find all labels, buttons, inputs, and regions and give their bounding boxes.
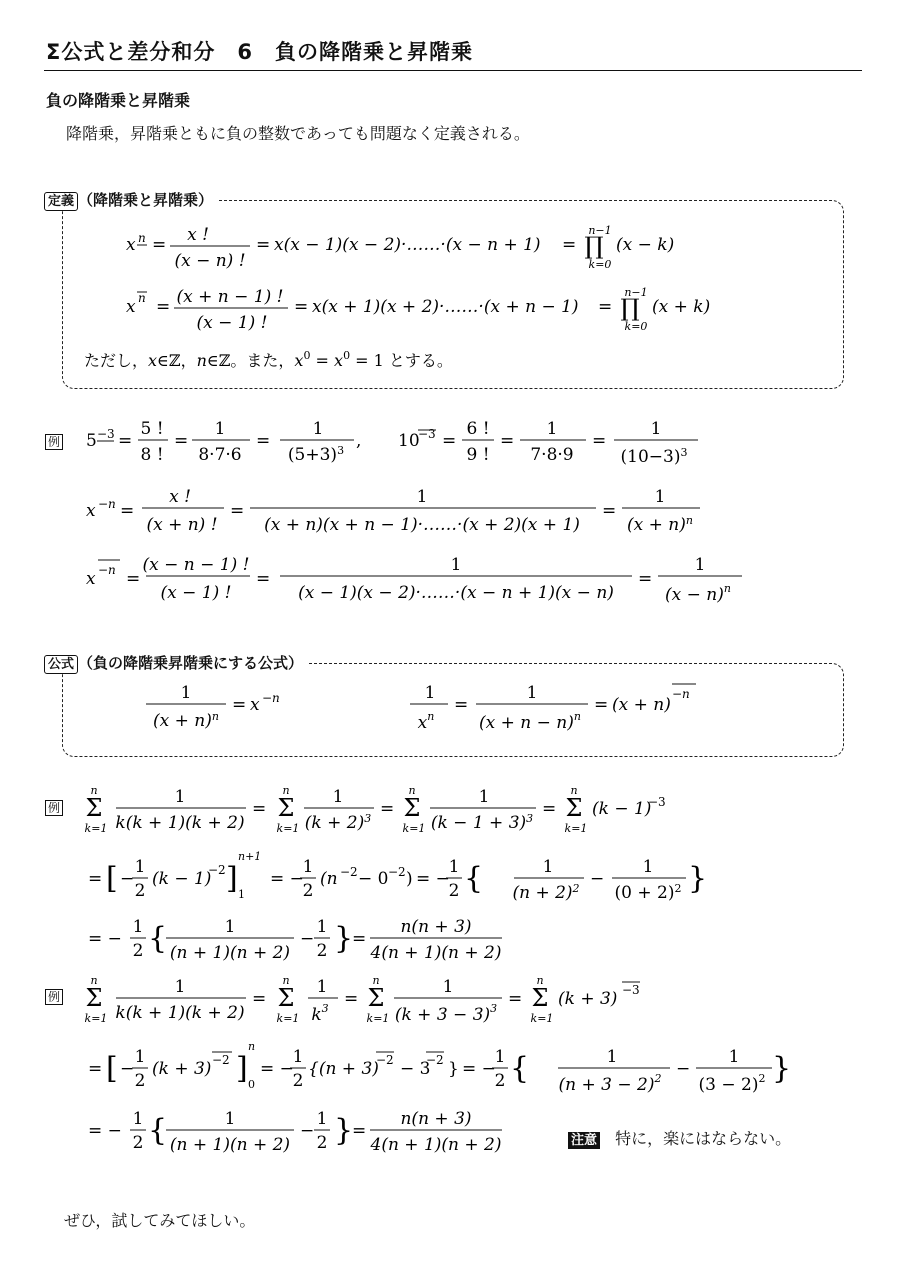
svg-text:4(n + 1)(n + 2): 4(n + 1)(n + 2) [370,1135,502,1155]
svg-text:−2: −2 [340,865,358,879]
svg-text:=: = [256,431,271,451]
svg-text:1: 1 [494,1047,506,1067]
example3-tag: 例 [45,989,63,1005]
svg-text:k=1: k=1 [84,1012,108,1025]
svg-text:[: [ [106,1051,118,1086]
svg-text:xn: $x^n$ [417,710,435,733]
section-heading: 負の降階乗と昇階乗 [46,91,191,110]
svg-text:(x − n − 1) !: (x − n − 1) ! [142,555,250,575]
svg-text:=: = [562,235,577,255]
svg-text:n: n [90,784,98,797]
svg-text:5: 5 [86,431,97,451]
svg-text:(n + 2)2: $(n + 2)^2$ [512,882,580,903]
svg-text:0: 0 [248,1078,255,1091]
svg-text:1: 1 [292,1047,304,1067]
svg-text:k=1: k=1 [366,1012,390,1025]
svg-text:5 !: 5 ! [140,419,164,439]
svg-text:k3: $k^3$ [311,1002,329,1025]
svg-text:(x + n): (x + n) [612,695,671,715]
svg-text:= −: = − [260,1059,294,1079]
svg-text:(x − k): (x − k) [616,235,675,255]
svg-text:=: = [230,501,245,521]
svg-text:1: 1 [224,1109,236,1129]
svg-text:2: 2 [134,881,146,901]
svg-text:=: = [380,799,395,819]
svg-text:1: 1 [132,1109,144,1129]
svg-text:n: n [536,974,544,987]
svg-text:(x − 1) !: (x − 1) ! [196,313,268,333]
svg-text:(x − n)n: $(x - n)^n$ [665,582,731,605]
svg-text:n(n + 3): n(n + 3) [400,917,472,937]
definition-formulas [84,216,810,381]
svg-text:−n: −n [262,691,280,705]
svg-text:2: 2 [448,881,460,901]
svg-text:k=0: k=0 [624,320,648,333]
svg-text:x(x − 1)(x − 2)·……·(x − n + 1): x(x − 1)(x − 2)·……·(x − n + 1) [274,235,541,255]
svg-text:=: = [120,501,135,521]
svg-text:=: = [508,989,523,1009]
intro-text: 降階乗，昇階乗ともに負の整数であっても問題なく定義される。 [66,124,530,143]
svg-text:− 3: − 3 [400,1059,431,1079]
svg-text:10: 10 [398,431,420,451]
svg-text:(k + 3): (k + 3) [558,989,618,1009]
svg-text:k=1: k=1 [402,822,426,835]
svg-text:−2: −2 [426,1053,444,1067]
title-divider [44,70,862,71]
svg-text:(x − 1) !: (x − 1) ! [160,583,232,603]
definition-tag: 定義 [44,192,78,211]
svg-text:=: = [352,1121,367,1141]
svg-text:1: 1 [134,857,146,877]
svg-text:−3: −3 [622,983,640,997]
svg-text:=: = [592,431,607,451]
svg-text:n: n [138,231,146,245]
svg-text:=: = [232,695,247,715]
svg-text:x: x [86,569,96,589]
svg-text:n(n + 3): n(n + 3) [400,1109,472,1129]
svg-text:4(n + 1)(n + 2): 4(n + 1)(n + 2) [370,943,502,963]
svg-text:(10−3)3: $(10-3)^3$ [620,446,688,467]
svg-text:{: { [148,1113,168,1148]
svg-text:1: 1 [642,857,654,877]
svg-text:n: n [372,974,380,987]
svg-text:}: } [334,1113,354,1148]
svg-text:=: = [454,695,469,715]
svg-text:=: = [594,695,609,715]
svg-text:Σ: Σ [277,984,295,1012]
svg-text:=: = [88,869,103,889]
svg-text:1: 1 [312,419,324,439]
svg-text:n: n [248,1040,256,1053]
svg-text:6 !: 6 ! [466,419,490,439]
svg-text:2: 2 [134,1071,146,1091]
svg-text:x: x [250,695,260,715]
svg-text:ただし，x∈ℤ，n∈ℤ。また，x0 = x0 = 1 とする: ただし，x∈ℤ，n∈ℤ。また，$x^0 = x^0 = 1$ とする。 [84,349,453,370]
formula-equations [140,676,740,746]
svg-text:1: 1 [416,487,428,507]
svg-text:1: 1 [442,977,454,997]
svg-text:−3: −3 [97,427,115,441]
svg-text:1: 1 [174,787,186,807]
svg-text:{(n + 3): {(n + 3) [308,1059,379,1079]
svg-text:−n: −n [672,687,690,701]
svg-text:(5+3)3: $(5+3)^3$ [287,444,345,465]
svg-text:2: 2 [316,941,328,961]
svg-text:(x + n − n)n: $(x + n - n)^n$ [479,710,581,733]
svg-text:1: 1 [542,857,554,877]
svg-text:=: = [252,989,267,1009]
svg-text:2: 2 [494,1071,506,1091]
svg-text:−: − [676,1059,691,1079]
svg-text:(k − 1 + 3)3: $(k - 1 + 3)^3$ [430,812,534,833]
svg-text:=: = [638,569,653,589]
svg-text:1: 1 [654,487,666,507]
svg-text:8·7·6: 8·7·6 [198,445,242,465]
svg-text:{: { [510,1051,530,1086]
formula-heading: （負の降階乗昇階乗にする公式） [78,654,304,672]
svg-text:=: = [602,501,617,521]
svg-text:−2: −2 [212,1053,230,1067]
svg-text:1: 1 [546,419,558,439]
svg-text:−: − [120,1059,135,1079]
svg-text:2: 2 [316,1133,328,1153]
svg-text:]: ] [236,1051,248,1086]
svg-text:=: = [174,431,189,451]
svg-text:∏: ∏ [584,232,604,260]
svg-text:(x − n) !: (x − n) ! [174,251,246,271]
svg-text:=: = [256,235,271,255]
svg-text:1: 1 [174,977,186,997]
svg-text:Σ: Σ [403,794,421,822]
svg-text:−: − [120,869,135,889]
svg-text:1: 1 [694,555,706,575]
svg-text:}: } [448,1059,459,1079]
svg-text:1: 1 [302,857,314,877]
svg-text:(3 − 2)2: $(3 - 2)^2$ [698,1072,766,1095]
svg-text:= −: = − [88,1121,122,1141]
svg-text:x !: x ! [187,225,209,245]
svg-text:1: 1 [478,787,490,807]
svg-text:7·8·9: 7·8·9 [530,445,574,465]
svg-text:): ) [406,869,413,889]
svg-text:Σ: Σ [277,794,295,822]
svg-text:(x + n)n: $(x + n)^n$ [627,514,693,535]
svg-text:−: − [300,1121,315,1141]
note-tag: 注意 [568,1132,600,1149]
svg-text:= −: = − [270,869,304,889]
svg-text:x: x [126,297,136,317]
svg-text:k=1: k=1 [84,822,108,835]
svg-text:=: = [152,235,167,255]
svg-text:1: 1 [526,683,538,703]
svg-text:1: 1 [450,555,462,575]
svg-text:1: 1 [180,683,192,703]
svg-text:Σ: Σ [85,794,103,822]
svg-text:n: n [282,974,290,987]
svg-text:=: = [256,569,271,589]
svg-text:,: , [356,431,362,451]
svg-text:k=0: k=0 [588,258,612,271]
svg-text:1: 1 [424,683,436,703]
svg-text:[: [ [106,861,118,896]
svg-text:x !: x ! [169,487,191,507]
svg-text:(k + 3): (k + 3) [152,1059,212,1079]
svg-text:=: = [542,799,557,819]
definition-heading: （降階乗と昇階乗） [78,191,214,209]
svg-text:=: = [344,989,359,1009]
svg-text:Σ: Σ [85,984,103,1012]
svg-text:(x + n)n: $(x + n)^n$ [153,710,219,731]
svg-text:=: = [500,431,515,451]
svg-text:(k − 1): (k − 1) [592,799,652,819]
svg-text:=: = [126,569,141,589]
svg-text:1: 1 [332,787,344,807]
svg-text:k=1: k=1 [276,1012,300,1025]
svg-text:=: = [294,297,309,317]
formula-tag: 公式 [44,655,78,674]
svg-text:x(x + 1)(x + 2)·……·(x + n − 1): x(x + 1)(x + 2)·……·(x + n − 1) [312,297,579,317]
svg-text:(k + 2)3: $(k + 2)^3$ [304,812,372,833]
svg-text:n−1: n−1 [588,224,612,237]
svg-text:Σ: Σ [565,794,583,822]
svg-text:− 0: − 0 [358,869,389,889]
closing-text: ぜひ，試してみてほしい。 [64,1211,256,1230]
svg-text:k=1: k=1 [564,822,588,835]
svg-text:n+1: n+1 [238,850,262,863]
svg-text:1: 1 [214,419,226,439]
svg-text:(x + k): (x + k) [652,297,711,317]
svg-text:9 !: 9 ! [466,445,490,465]
svg-text:=: = [442,431,457,451]
svg-text:(n + 1)(n + 2): (n + 1)(n + 2) [169,943,291,963]
svg-text:=: = [598,297,613,317]
svg-text:−3: −3 [648,795,666,809]
svg-text:]: ] [226,861,238,896]
svg-text:}: } [772,1051,792,1086]
svg-text:−n: −n [98,563,116,577]
svg-text:= −: = − [462,1059,496,1079]
svg-text:=: = [88,1059,103,1079]
svg-text:n: n [282,784,290,797]
svg-text:1: 1 [650,419,662,439]
svg-text:(x + n − 1) !: (x + n − 1) ! [176,287,284,307]
svg-text:(n + 3 − 2)2: $(n + 3 - 2)^2$ [558,1072,662,1095]
svg-text:(n: (n [320,869,338,889]
svg-text:{: { [148,921,168,956]
example1-tag: 例 [45,434,63,450]
svg-text:1: 1 [224,917,236,937]
example2-tag: 例 [45,800,63,816]
svg-text:k=1: k=1 [530,1012,554,1025]
svg-text:2: 2 [302,881,314,901]
svg-text:n: n [90,974,98,987]
page-title: Σ公式と差分和分 6 負の降階乗と昇階乗 [46,40,473,64]
example2-formulas [82,780,722,970]
svg-text:Σ: Σ [531,984,549,1012]
svg-text:∏: ∏ [620,294,640,322]
svg-text:−n: −n [98,497,116,511]
svg-text:1: 1 [606,1047,618,1067]
svg-text:1: 1 [134,1047,146,1067]
svg-text:1: 1 [132,917,144,937]
svg-text:=: = [252,799,267,819]
svg-text:= −: = − [416,869,450,889]
definition-header [44,189,219,211]
svg-text:n: n [138,291,146,305]
svg-text:}: } [334,921,354,956]
example1-formulas [80,412,780,612]
svg-text:1: 1 [238,888,245,901]
svg-text:(x − 1)(x − 2)·……·(x − n + 1)(: (x − 1)(x − 2)·……·(x − n + 1)(x − n) [298,583,614,603]
note-text: 特に，楽にはならない。 [615,1129,792,1148]
svg-text:= −: = − [88,929,122,949]
svg-text:x: x [126,235,136,255]
svg-text:1: 1 [448,857,460,877]
svg-text:(k − 1): (k − 1) [152,869,212,889]
svg-text:}: } [688,861,708,896]
svg-text:=: = [352,929,367,949]
svg-text:−3: −3 [418,427,436,441]
svg-text:(x + n) !: (x + n) ! [146,515,218,535]
svg-text:{: { [464,861,484,896]
svg-text:−2: −2 [208,863,226,877]
svg-text:−: − [590,869,605,889]
example3-note [568,1126,791,1149]
svg-text:n: n [408,784,416,797]
svg-text:1: 1 [316,1109,328,1129]
svg-text:x: x [86,501,96,521]
svg-text:(n + 1)(n + 2): (n + 1)(n + 2) [169,1135,291,1155]
svg-text:=: = [118,431,133,451]
svg-text:n: n [570,784,578,797]
svg-text:(0 + 2)2: $(0 + 2)^2$ [614,882,682,903]
svg-text:=: = [156,297,171,317]
svg-text:k(k + 1)(k + 2): k(k + 1)(k + 2) [115,1003,245,1023]
svg-text:1: 1 [728,1047,740,1067]
svg-text:−2: −2 [388,865,406,879]
svg-text:−2: −2 [376,1053,394,1067]
svg-text:1: 1 [316,917,328,937]
svg-text:k(k + 1)(k + 2): k(k + 1)(k + 2) [115,813,245,833]
svg-text:(k + 3 − 3)3: $(k + 3 - 3)^3$ [394,1002,498,1025]
svg-text:2: 2 [132,1133,144,1153]
svg-text:(x + n)(x + n − 1)·……·(x + 2)(: (x + n)(x + n − 1)·……·(x + 2)(x + 1) [264,515,580,535]
svg-text:1: 1 [316,977,328,997]
svg-text:Σ: Σ [367,984,385,1012]
svg-text:2: 2 [132,941,144,961]
svg-text:8 !: 8 ! [140,445,164,465]
formula-header [44,652,309,674]
svg-text:n−1: n−1 [624,286,648,299]
svg-text:2: 2 [292,1071,304,1091]
svg-text:k=1: k=1 [276,822,300,835]
svg-text:−: − [300,929,315,949]
